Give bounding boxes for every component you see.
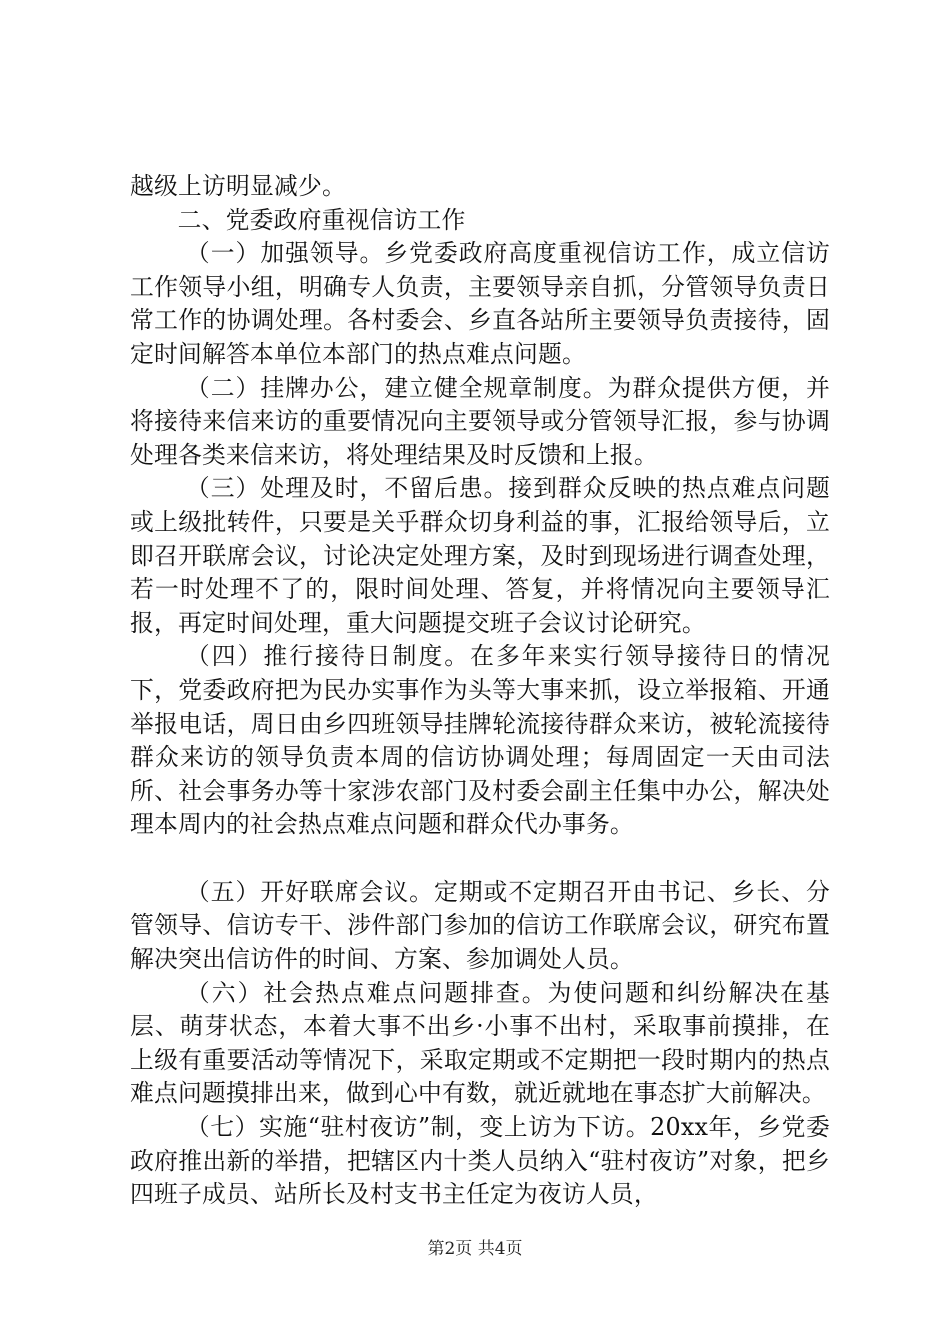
paragraph-item-3: （三）处理及时，不留后患。接到群众反映的热点难点问题或上级批转件，只要是关乎群众切身利益的事，汇报给领导后，立即召开联席会议，讨论决定处理方案，及时到现场进行调查处理，若一时处理不了的，限时间处理、答复，并将情况向主要领导汇报，再定时间处理，重大问题提交班子会议讨论研究。 [130,474,830,637]
paragraph-item-5: （五）开好联席会议。定期或不定期召开由书记、乡长、分管领导、信访专干、涉件部门参加的信访工作联席会议，研究布置解决突出信访件的时间、方案、参加调处人员。 [130,877,830,974]
paragraph-item-4: （四）推行接待日制度。在多年来实行领导接待日的情况下，党委政府把为民办实事作为头等大事来抓，设立举报箱、开通举报电话，周日由乡四班领导挂牌轮流接待群众来访，被轮流接待群众来访的领导负责本周的信访协调处理；每周固定一天由司法所、社会事务办等十家涉农部门及村委会副主任集中办公，解决处理本周内的社会热点难点问题和群众代办事务。 [130,642,830,839]
paragraph-continuation: 越级上访明显减少。 [130,172,346,200]
paragraph-item-7: （七）实施“驻村夜访”制，变上访为下访。20xx年，乡党委政府推出新的举措，把辖区内十类人员纳入“驻村夜访”对象，把乡四班子成员、站所长及村支书主任定为夜访人员， [130,1113,830,1209]
paragraph-item-6: （六）社会热点难点问题排查。为使问题和纠纷解决在基层、萌芽状态，本着大事不出乡·小事不出村，采取事前摸排，在上级有重要活动等情况下，采取定期或不定期把一段时期内的热点难点问题摸排出来，做到心中有数，就近就地在事态扩大前解决。 [130,978,830,1108]
paragraph-spacer [130,842,830,876]
section-heading: 二、党委政府重视信访工作 [177,205,466,234]
paragraph-item-2: （二）挂牌办公，建立健全规章制度。为群众提供方便，并将接待来信来访的重要情况向主要领导或分管领导汇报，参与协调处理各类来信来访，将处理结果及时反馈和上报。 [130,373,830,469]
paragraph-item-1: （一）加强领导。乡党委政府高度重视信访工作，成立信访工作领导小组，明确专人负责，主要领导亲自抓，分管领导负责日常工作的协调处理。各村委会、乡直各站所主要领导负责接待，固定时间解答本单位本部门的热点难点问题。 [130,239,830,368]
document-body [130,170,830,1212]
page-number-footer: 第2页 共4页 [427,1239,523,1259]
